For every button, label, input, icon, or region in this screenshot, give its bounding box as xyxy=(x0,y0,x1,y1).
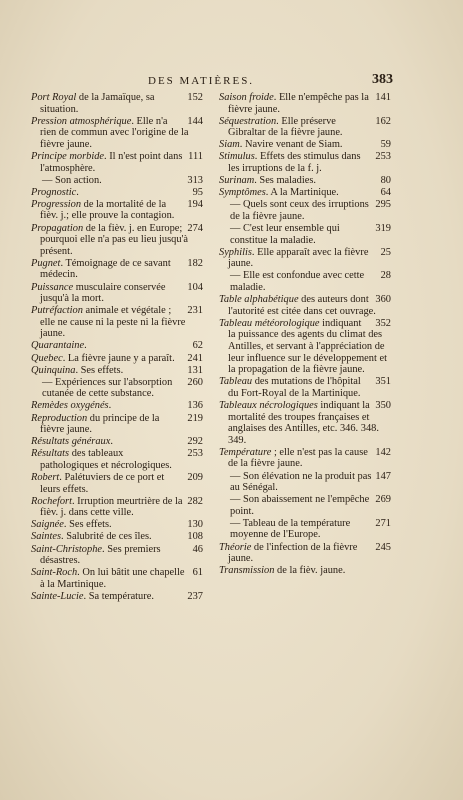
entry-text: . Navire venant de Siam. xyxy=(239,139,343,151)
index-entry xyxy=(31,92,203,115)
entry-page-ref: 295 xyxy=(375,199,391,211)
index-entry xyxy=(31,258,203,281)
index-entry xyxy=(219,318,391,376)
index-entry xyxy=(31,175,203,187)
index-entry xyxy=(219,92,391,115)
entry-text: . Il n'est point dans l'atmosphère. xyxy=(40,150,183,174)
index-entry xyxy=(219,270,391,293)
entry-page-ref: 152 xyxy=(187,92,203,103)
entry-headword: Putréfaction xyxy=(31,305,83,317)
entry-text: . Elle apparaît avec la fièvre jaune. xyxy=(228,246,369,270)
entry-text: . Elle n'a rien de commun avec l'origine de la fièvre jaune. xyxy=(40,115,189,150)
entry-text: de l'infection de la fièvre jaune. xyxy=(228,541,358,565)
index-entry xyxy=(31,377,203,400)
index-entry xyxy=(31,116,203,151)
index-column-right xyxy=(219,92,391,603)
entry-page-ref: 209 xyxy=(187,472,203,483)
entry-text: de la fièv. j. en Europe; pourquoi elle n'a pas eu lieu jusqu'à présent. xyxy=(40,222,189,257)
entry-text: . Palétuviers de ce port et leurs effets. xyxy=(40,472,165,495)
entry-headword: Saignée xyxy=(31,519,64,531)
entry-page-ref: 313 xyxy=(187,174,203,186)
entry-page-ref: 274 xyxy=(187,222,203,234)
index-entry xyxy=(31,151,203,174)
index-column-left xyxy=(31,92,203,603)
entry-page-ref: 182 xyxy=(187,257,203,269)
entry-text: . Témoignage de ce savant médecin. xyxy=(40,257,171,281)
entry-headword: Puissance xyxy=(31,281,74,293)
index-entry xyxy=(31,531,203,543)
entry-headword: Progression xyxy=(31,198,82,210)
entry-text: . xyxy=(108,400,112,412)
entry-text: des tableaux pathologiques et nécrologiques. xyxy=(40,448,172,471)
entry-headword: Tableau xyxy=(219,376,253,388)
entry-headword: Saint-Roch xyxy=(31,567,78,579)
index-entry xyxy=(219,151,391,174)
entry-page-ref: 282 xyxy=(187,495,203,507)
entry-page-ref: 95 xyxy=(192,186,203,198)
entry-headword: Symptômes xyxy=(219,187,266,199)
index-entry xyxy=(219,471,391,494)
index-entry xyxy=(31,223,203,258)
entry-text: de la mortalité de la fièv. j.; elle prouve la contagion. xyxy=(40,198,175,222)
entry-page-ref: 144 xyxy=(187,115,203,127)
entry-headword: Quarantaine xyxy=(31,340,85,352)
index-entry xyxy=(31,519,203,531)
entry-page-ref: 352 xyxy=(375,317,391,329)
entry-page-ref: 136 xyxy=(187,400,203,412)
index-columns xyxy=(31,92,391,603)
entry-headword: Propagation xyxy=(31,222,84,234)
entry-text: de la fièv. jaune. xyxy=(274,565,346,577)
entry-headword: Port Royal xyxy=(31,92,77,103)
index-entry xyxy=(31,567,203,590)
entry-headword: Robert xyxy=(31,472,60,483)
index-entry xyxy=(219,294,391,317)
entry-page-ref: 142 xyxy=(375,446,391,458)
index-entry xyxy=(31,496,203,519)
index-entry xyxy=(219,400,391,446)
entry-page-ref: 131 xyxy=(187,364,203,376)
entry-page-ref: 350 xyxy=(375,399,391,411)
entry-page-ref: 351 xyxy=(375,376,391,388)
entry-headword: Tableau météorologique xyxy=(219,317,320,329)
entry-text: indiquant la mortalité des troupes françaises et anglaises des Antilles, etc. 346. 348. 349. xyxy=(228,399,379,446)
entry-text: . A la Martinique. xyxy=(265,187,339,199)
entry-headword: Saintes xyxy=(31,531,62,543)
index-entry xyxy=(219,223,391,246)
entry-headword: Reproduction xyxy=(31,412,88,424)
entry-page-ref: 237 xyxy=(187,590,203,602)
index-entry xyxy=(31,436,203,448)
entry-text: . Salubrité de ces îles. xyxy=(61,531,152,543)
entry-page-ref: 62 xyxy=(192,340,203,352)
index-entry xyxy=(219,494,391,517)
entry-text: animale et végétale ; elle ne cause ni la peste ni la fièvre jaune. xyxy=(40,305,186,340)
entry-text: . Ses maladies. xyxy=(254,175,316,187)
entry-text: . Ses premiers désastres. xyxy=(40,543,161,567)
entry-headword: Stimulus xyxy=(219,151,255,163)
entry-headword: Rochefort xyxy=(31,495,72,507)
page-number: 383 xyxy=(372,72,393,87)
index-entry xyxy=(31,448,203,471)
entry-text: de la Jamaïque, sa situation. xyxy=(40,92,155,115)
entry-headword: Sainte-Lucie xyxy=(31,590,84,602)
index-entry xyxy=(219,447,391,470)
entry-text: — Son abaissement ne l'empêche point. xyxy=(230,494,370,517)
entry-headword: Tableaux nécrologiques xyxy=(219,399,318,411)
entry-headword: Séquestration xyxy=(219,115,277,127)
entry-page-ref: 147 xyxy=(375,470,391,482)
entry-page-ref: 231 xyxy=(187,305,203,317)
index-entry xyxy=(31,472,203,495)
entry-page-ref: 269 xyxy=(375,494,391,506)
entry-headword: Quebec xyxy=(31,352,63,364)
entry-text: . xyxy=(76,186,79,198)
index-entry xyxy=(219,542,391,565)
index-entry xyxy=(219,518,391,541)
entry-text: — C'est leur ensemble qui constitue la maladie. xyxy=(230,223,340,246)
entry-page-ref: 253 xyxy=(187,448,203,460)
entry-text: — Tableau de la température moyenne de l'Europe. xyxy=(230,517,351,541)
entry-text: — Son action. xyxy=(42,174,102,186)
entry-text: ; elle n'est pas la cause de la fièvre jaune. xyxy=(228,446,368,470)
index-entry xyxy=(31,199,203,222)
entry-headword: Quinquina xyxy=(31,364,76,376)
entry-page-ref: 28 xyxy=(380,270,391,282)
entry-page-ref: 245 xyxy=(375,541,391,553)
entry-text: des auteurs dont l'autorité est citée dans cet ouvrage. xyxy=(228,294,376,317)
entry-headword: Pression atmosphérique xyxy=(31,115,132,127)
entry-page-ref: 64 xyxy=(380,187,391,199)
entry-headword: Syphilis xyxy=(219,246,252,258)
entry-headword: Résultats xyxy=(31,448,70,460)
entry-text: . Elle n'empêche pas la fièvre jaune. xyxy=(228,92,369,115)
entry-text: . Effets des stimulus dans les irruptions de la f. j. xyxy=(228,151,361,175)
entry-page-ref: 162 xyxy=(375,115,391,127)
entry-headword: Température xyxy=(219,446,272,458)
entry-headword: Saint-Christophe xyxy=(31,543,103,555)
entry-text: — Quels sont ceux des irruptions de la fièvre jaune. xyxy=(230,199,369,222)
index-entry xyxy=(31,340,203,352)
entry-text: indiquant la puissance des agents du climat des Antilles, et servant à l'appréciation de leur influence sur le développement et la propagation de la fièvre jaune. xyxy=(228,317,387,376)
entry-headword: Transmission xyxy=(219,565,275,577)
index-entry xyxy=(219,187,391,199)
entry-page-ref: 61 xyxy=(192,567,203,579)
entry-page-ref: 108 xyxy=(187,531,203,543)
entry-text: . Irruption meurtrière de la fièv. j. dans cette ville. xyxy=(40,495,183,519)
entry-page-ref: 271 xyxy=(375,517,391,529)
page-header xyxy=(28,72,393,92)
entry-page-ref: 260 xyxy=(187,376,203,388)
entry-page-ref: 360 xyxy=(375,294,391,306)
entry-headword: Surinam xyxy=(219,175,255,187)
entry-headword: Résultats généraux xyxy=(31,436,111,448)
entry-page-ref: 219 xyxy=(187,412,203,424)
index-entry xyxy=(31,187,203,199)
index-entry xyxy=(219,565,391,577)
entry-text: musculaire conservée jusqu'à la mort. xyxy=(40,281,166,305)
entry-headword: Prognostic xyxy=(31,186,77,198)
entry-text: — Son élévation ne la produit pas au Sénégal. xyxy=(230,470,372,494)
running-title: DES MATIÈRES. xyxy=(148,75,255,87)
entry-page-ref: 253 xyxy=(375,151,391,163)
entry-page-ref: 59 xyxy=(380,139,391,151)
entry-headword: Théorie xyxy=(219,541,252,553)
entry-headword: Table alphabétique xyxy=(219,294,299,306)
index-entry xyxy=(31,544,203,567)
entry-page-ref: 194 xyxy=(187,198,203,210)
entry-headword: Siam xyxy=(219,139,240,151)
index-entry xyxy=(219,247,391,270)
entry-text: . La fièvre jaune y a paraît. xyxy=(62,352,175,364)
entry-text: . Elle préserve Gibraltar de la fièvre jaune. xyxy=(228,115,343,139)
index-entry xyxy=(31,305,203,340)
entry-page-ref: 25 xyxy=(380,246,391,258)
index-entry xyxy=(31,353,203,365)
entry-page-ref: 80 xyxy=(380,175,391,187)
entry-page-ref: 46 xyxy=(192,543,203,555)
entry-text: . xyxy=(110,436,113,448)
entry-text: du principe de la fièvre jaune. xyxy=(40,412,160,436)
entry-text: des mutations de l'hôpital du Fort-Royal de la Martinique. xyxy=(228,376,361,399)
index-entry xyxy=(31,400,203,412)
entry-page-ref: 141 xyxy=(375,92,391,103)
index-entry xyxy=(219,116,391,139)
entry-text: — Elle est confondue avec cette maladie. xyxy=(230,270,365,293)
entry-page-ref: 111 xyxy=(188,150,203,162)
index-entry xyxy=(31,591,203,603)
entry-page-ref: 241 xyxy=(187,352,203,364)
index-entry xyxy=(31,365,203,377)
entry-text: . xyxy=(84,340,87,352)
index-entry xyxy=(31,413,203,436)
entry-headword: Principe morbide xyxy=(31,150,105,162)
entry-page-ref: 319 xyxy=(375,223,391,235)
index-entry xyxy=(219,199,391,222)
entry-text: . Ses effets. xyxy=(63,519,112,531)
index-entry xyxy=(219,376,391,399)
entry-headword: Saison froide xyxy=(219,92,274,103)
entry-page-ref: 130 xyxy=(187,519,203,531)
entry-text: . Ses effets. xyxy=(75,364,124,376)
entry-headword: Pugnet xyxy=(31,257,61,269)
entry-text: . On lui bâtit une chapelle à la Martinique. xyxy=(40,567,185,590)
entry-headword: Remèdes oxygénés xyxy=(31,400,109,412)
entry-text: . Sa température. xyxy=(83,590,154,602)
entry-text: — Expériences sur l'absorption cutanée de cette substance. xyxy=(42,376,173,400)
index-entry xyxy=(219,139,391,151)
index-entry xyxy=(31,282,203,305)
entry-page-ref: 292 xyxy=(187,436,203,448)
index-entry xyxy=(219,175,391,187)
entry-page-ref: 104 xyxy=(187,281,203,293)
